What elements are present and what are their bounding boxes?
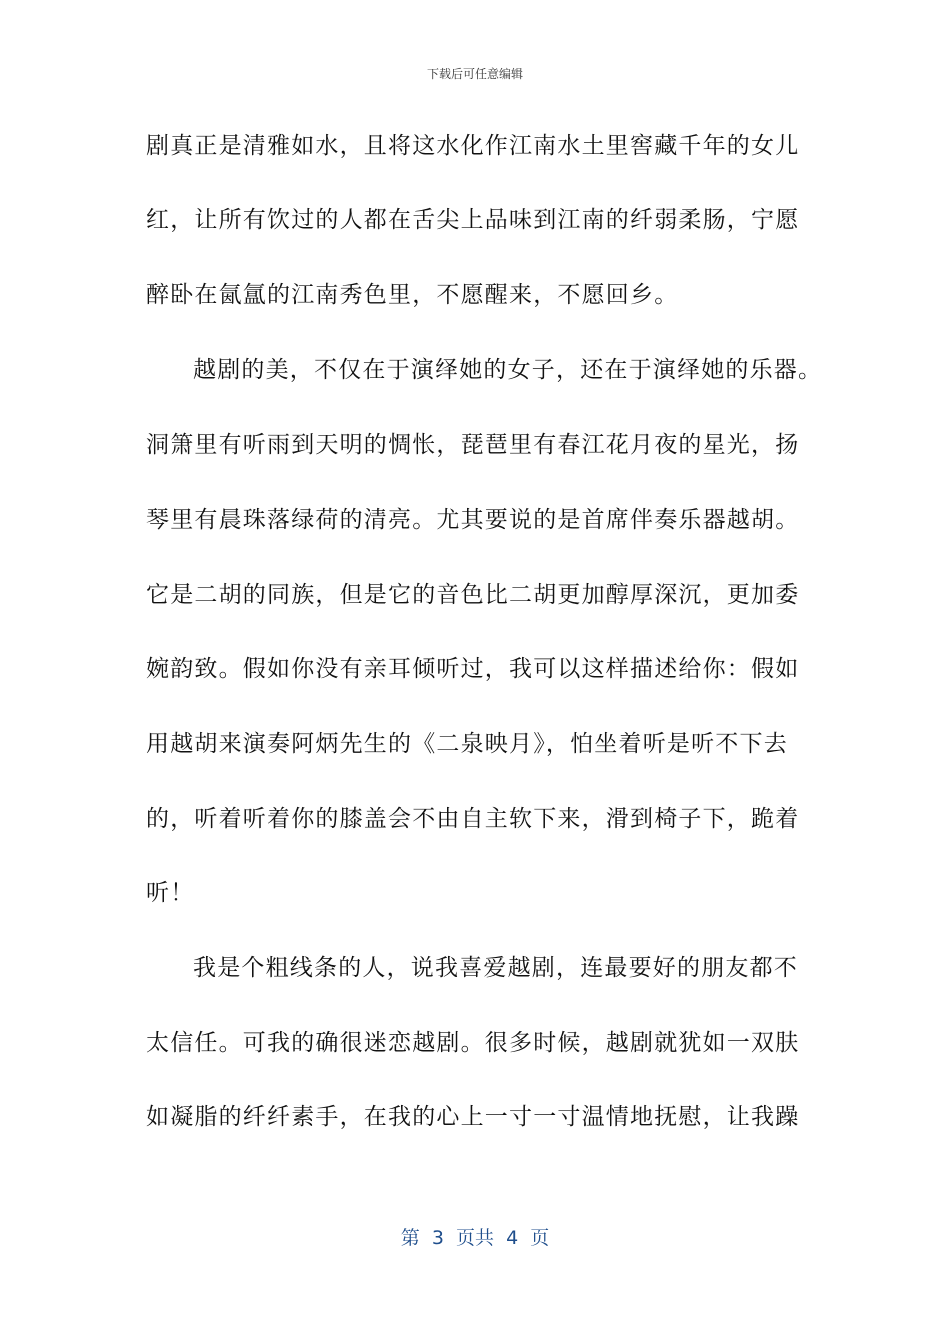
text-line: 的，听着听着你的膝盖会不由自主软下来，滑到椅子下，跪着 (146, 806, 800, 832)
text-line: 红，让所有饮过的人都在舌尖上品味到江南的纤弱柔肠，宁愿 (146, 207, 800, 233)
text-line: 婉韵致。假如你没有亲耳倾听过，我可以这样描述给你：假如 (146, 656, 800, 682)
text-line: 醉卧在氤氲的江南秀色里，不愿醒来，不愿回乡。 (146, 282, 679, 308)
text-line: 它是二胡的同族，但是它的音色比二胡更加醇厚深沉，更加委 (146, 582, 800, 608)
paragraph-start-line: 越剧的美，不仅在于演绎她的女子，还在于演绎她的乐器。 (193, 357, 823, 383)
paragraph-start-line: 我是个粗线条的人，说我喜爱越剧，连最要好的朋友都不 (193, 955, 798, 981)
text-line: 用越胡来演奏阿炳先生的《二泉映月》，怕坐着听是听不下去 (146, 731, 788, 757)
page-footer: 第 3 页共 4 页 (400, 1227, 550, 1249)
text-line: 太信任。可我的确很迷恋越剧。很多时候，越剧就犹如一双肤 (146, 1030, 800, 1056)
text-line: 洞箫里有听雨到天明的惆怅，琵琶里有春江花月夜的星光，扬 (146, 432, 800, 458)
text-line: 剧真正是清雅如水，且将这水化作江南水土里窖藏千年的女儿 (146, 133, 800, 159)
page-header: 下载后可任意编辑 (426, 67, 523, 81)
text-line: 如凝脂的纤纤素手，在我的心上一寸一寸温情地抚慰，让我躁 (146, 1104, 800, 1130)
text-line: 琴里有晨珠落绿荷的清亮。尤其要说的是首席伴奏乐器越胡。 (146, 507, 800, 533)
text-line: 听！ (146, 880, 195, 906)
